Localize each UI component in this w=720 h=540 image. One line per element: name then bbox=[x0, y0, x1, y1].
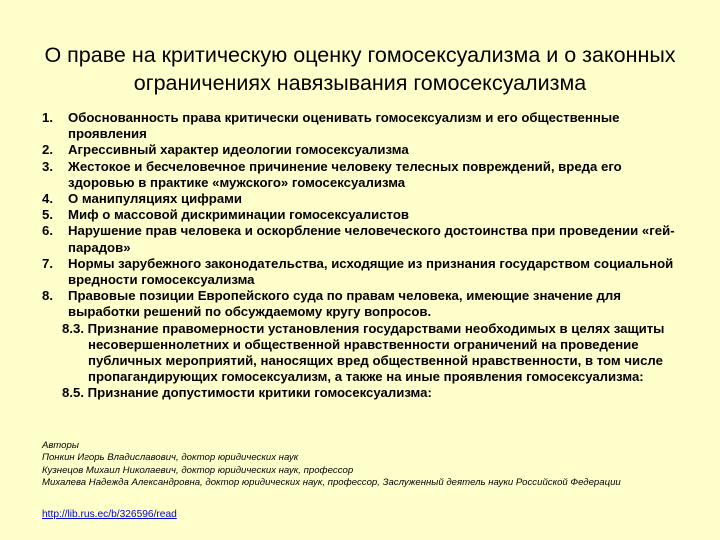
author-entry: Кузнецов Михаил Николаевич, доктор юридических наук, профессор bbox=[42, 464, 354, 476]
item-text: Нормы зарубежного законодательства, исходящие из признания государством социальной вредности гомосексуализма bbox=[68, 255, 674, 288]
list-item bbox=[42, 159, 690, 191]
list-item bbox=[42, 288, 690, 320]
list-item bbox=[42, 191, 690, 207]
list-item bbox=[42, 110, 690, 142]
item-text: О манипуляциях цифрами bbox=[68, 191, 243, 207]
slide-title: О праве на критическую оценку гомосексуализма и о законных ограничениях навязывания гомосексуализма bbox=[44, 43, 676, 95]
item-text: Жестокое и бесчеловечное причинение человеку телесных повреждений, вреда его здоровью в практике «мужского» гомосексуализма bbox=[68, 158, 622, 190]
item-number: 8. bbox=[42, 288, 53, 304]
authors-heading: Авторы bbox=[42, 440, 79, 451]
list-item bbox=[42, 142, 690, 158]
sub-item-number: 8.3. bbox=[62, 320, 84, 336]
item-text: Миф о массовой дискриминации гомосексуалистов bbox=[68, 207, 409, 223]
sub-item-number: 8.5. bbox=[62, 385, 84, 401]
item-text: Правовые позиции Европейского суда по правам человека, имеющие значение для выработки решений по обсуждаемому кругу вопросов. bbox=[68, 288, 621, 320]
sub-list-item bbox=[42, 321, 690, 386]
item-number: 5. bbox=[42, 207, 53, 223]
authors-block bbox=[42, 440, 702, 490]
item-number: 4. bbox=[42, 191, 53, 207]
list-item bbox=[42, 223, 690, 255]
item-text: Агрессивный характер идеологии гомосексуализма bbox=[68, 142, 409, 158]
topics-list bbox=[42, 110, 690, 402]
author-entry: Михалева Надежда Александровна, доктор юридических наук, профессор, Заслуженный деятель науки Российской Федерации bbox=[42, 477, 621, 489]
source-link[interactable]: http://lib.rus.ec/b/326596/read bbox=[42, 509, 177, 520]
item-text: Нарушение прав человека и оскорбление человеческого достоинства при проведении «гей-парадов» bbox=[68, 223, 675, 255]
sub-list-item bbox=[42, 385, 690, 401]
sub-item-text: Признание допустимости критики гомосексуализма: bbox=[87, 385, 432, 401]
item-number: 1. bbox=[42, 110, 53, 125]
item-number: 3. bbox=[42, 158, 53, 174]
list-item bbox=[42, 256, 690, 288]
list-item bbox=[42, 207, 690, 223]
sub-item-text: Признание правомерности установления государствами необходимых в целях защиты несовершеннолетних и общественной нравственности ограничений на проведение публичных мероприятий, наносящих вред общественной нравственности, в том числе пропагандирующих гомосексуализм, а также на иные проявления гомосексуализма: bbox=[87, 320, 665, 385]
item-number: 7. bbox=[42, 255, 53, 271]
author-entry: Понкин Игорь Владиславович, доктор юридических наук bbox=[42, 452, 299, 464]
item-number: 6. bbox=[42, 223, 53, 239]
item-number: 2. bbox=[42, 142, 53, 158]
item-text: Обоснованность права критически оценивать гомосексуализм и его общественные проявления bbox=[68, 110, 620, 142]
